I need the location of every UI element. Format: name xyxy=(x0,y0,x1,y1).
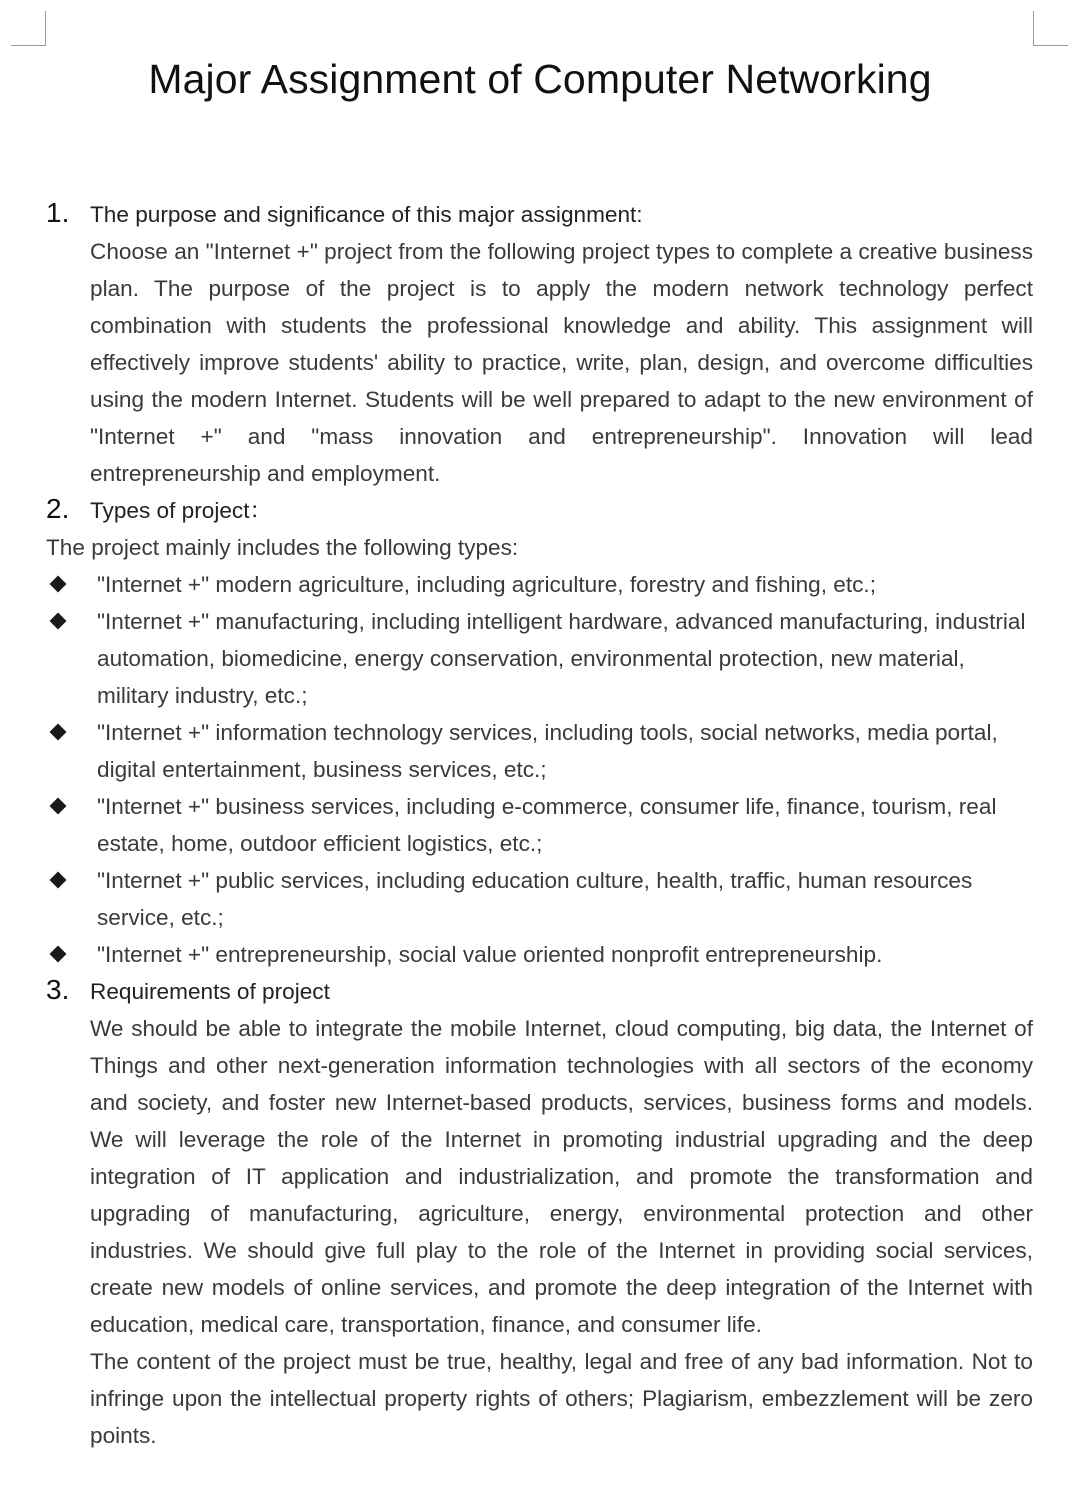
section-paragraph: The content of the project must be true, healthy, legal and free of any bad information. Not to infringe upon the intellectual property rights of others; Plagiarism, embezzlement will be zero points. xyxy=(90,1349,1033,1448)
list-item-text: "Internet +" business services, including e-commerce, consumer life, finance, tourism, real estate, home, outdoor efficient logistics, etc.; xyxy=(97,794,997,856)
list-item-text: "Internet +" modern agriculture, including agriculture, forestry and fishing, etc.; xyxy=(97,572,876,597)
list-item xyxy=(46,936,1042,973)
section-intro: The project mainly includes the following types: xyxy=(46,535,519,560)
diamond-bullet-icon xyxy=(50,724,67,741)
list-item xyxy=(46,566,1042,603)
diamond-bullet-icon xyxy=(50,613,67,630)
document-body xyxy=(46,196,1036,1454)
page-corner-mark-top-left xyxy=(11,11,46,46)
section-requirements xyxy=(46,973,1036,1454)
list-item xyxy=(46,714,1042,788)
diamond-bullet-icon xyxy=(50,576,67,593)
section-number: 1. xyxy=(46,197,70,228)
list-item-text: "Internet +" information technology services, including tools, social networks, media portal, digital entertainment, business services, etc.; xyxy=(97,720,998,782)
list-item xyxy=(46,603,1042,714)
section-number: 3. xyxy=(46,974,70,1005)
section-heading xyxy=(46,973,1036,1010)
diamond-bullet-icon xyxy=(50,798,67,815)
diamond-bullet-icon xyxy=(50,872,67,889)
section-number: 2. xyxy=(46,493,70,524)
diamond-bullet-icon xyxy=(50,946,67,963)
list-item-text: "Internet +" entrepreneurship, social value oriented nonprofit entrepreneurship. xyxy=(97,942,883,967)
section-paragraph: Choose an "Internet +" project from the following project types to complete a creative business plan. The purpose of the project is to apply the modern network technology perfect combination with students the professional knowledge and ability. This assignment will effectively improve students' ability to practice, write, plan, design, and overcome difficulties using the modern Internet. Students will be well prepared to adapt to the new environment of "Internet +" and "mass innovation and entrepreneurship". Innovation will lead entrepreneurship and employment. xyxy=(90,239,1033,486)
section-heading xyxy=(46,196,1036,233)
section-heading xyxy=(46,492,1036,529)
list-item xyxy=(46,788,1042,862)
list-item-text: "Internet +" manufacturing, including intelligent hardware, advanced manufacturing, industrial automation, biomedicine, energy conservation, environmental protection, new material, military industry, etc.; xyxy=(97,609,1026,708)
list-item xyxy=(46,862,1042,936)
section-paragraph: We should be able to integrate the mobile Internet, cloud computing, big data, the Internet of Things and other next-generation information technologies with all sectors of the economy and society, and foster new Internet-based products, services, business forms and models. We will leverage the role of the Internet in promoting industrial upgrading and the deep integration of IT application and industrialization, and promote the transformation and upgrading of manufacturing, agriculture, energy, environmental protection and other industries. We should give full play to the role of the Internet in providing social services, create new models of online services, and promote the deep integration of the Internet with education, medical care, transportation, finance, and consumer life. xyxy=(90,1016,1033,1337)
section-heading-text: The purpose and significance of this major assignment: xyxy=(90,202,643,227)
list-item-text: "Internet +" public services, including education culture, health, traffic, human resources service, etc.; xyxy=(97,868,973,930)
section-project-types xyxy=(46,492,1036,973)
section-heading-text: Types of project： xyxy=(90,498,273,523)
page-corner-mark-top-right xyxy=(1033,11,1068,46)
section-heading-text: Requirements of project xyxy=(90,979,330,1004)
section-purpose xyxy=(46,196,1036,492)
project-type-list xyxy=(46,566,1036,973)
document-title: Major Assignment of Computer Networking xyxy=(148,56,932,102)
